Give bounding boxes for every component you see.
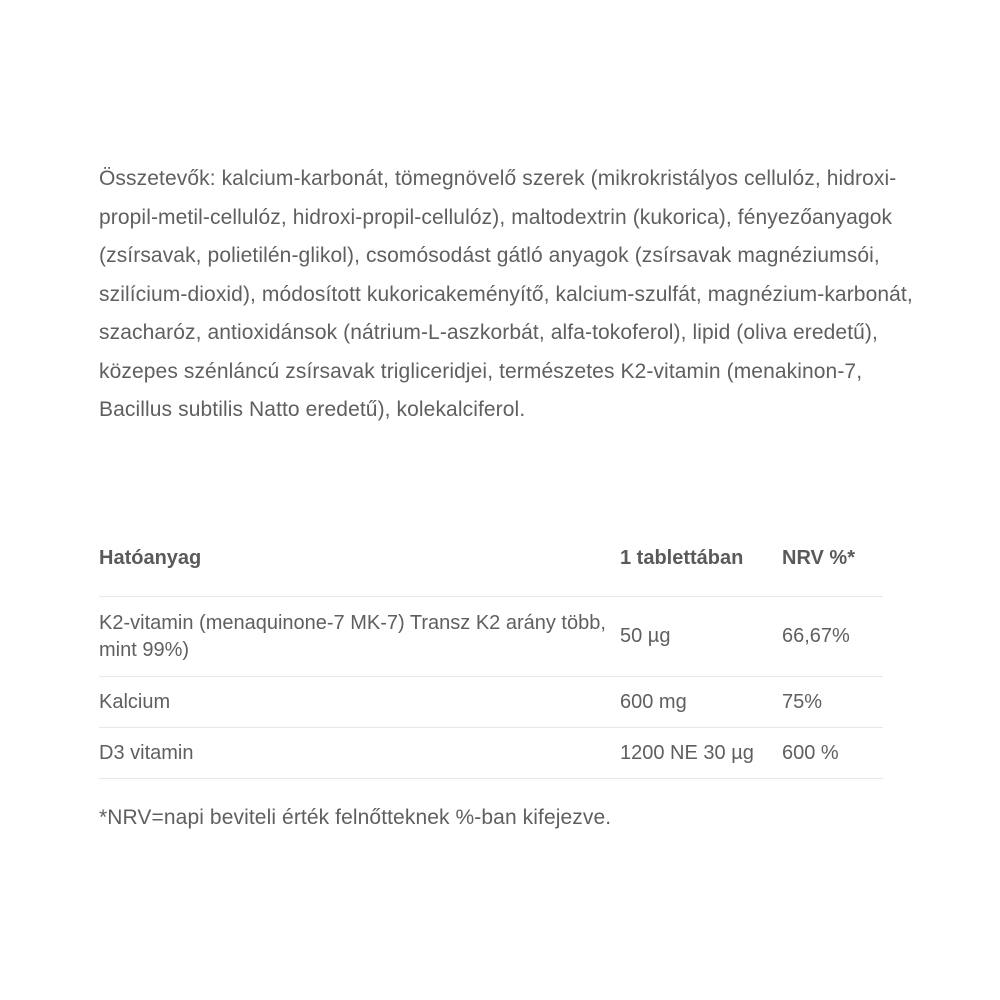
table-row — [99, 677, 883, 728]
cell-per-tablet: 1200 NE 30 µg — [620, 728, 782, 779]
cell-nrv: 600 % — [782, 728, 883, 779]
header-nrv: NRV %* — [782, 520, 883, 597]
header-per-tablet: 1 tablettában — [620, 520, 782, 597]
table-header-row — [99, 520, 883, 597]
cell-nrv: 75% — [782, 677, 883, 728]
table-row — [99, 728, 883, 779]
cell-per-tablet: 600 mg — [620, 677, 782, 728]
cell-nrv: 66,67% — [782, 597, 883, 677]
nutrition-table — [99, 520, 883, 779]
table-row — [99, 597, 883, 677]
header-substance: Hatóanyag — [99, 520, 620, 597]
cell-substance: Kalcium — [99, 677, 620, 728]
cell-per-tablet: 50 µg — [620, 597, 782, 677]
cell-substance: K2-vitamin (menaquinone-7 MK-7) Transz K2 arány több, mint 99%) — [99, 597, 620, 677]
ingredients-paragraph: Összetevők: kalcium-karbonát, tömegnövelő szerek (mikrokristályos cellulóz, hidroxi-propil-metil-cellulóz, hidroxi-propil-cellulóz), maltodextrin (kukorica), fényezőanyagok (zsírsavak, polietilén-glikol), csomósodást gátló anyagok (zsírsavak magnéziumsói, szilícium-dioxid), módosított kukoricakeményítő, kalcium-szulfát, magnézium-karbonát, szacharóz, antioxidánsok (nátrium-L-aszkorbát, alfa-tokoferol), lipid (oliva eredetű), közepes szénláncú zsírsavak trigliceridjei, természetes K2-vitamin (menakinon-7, Bacillus subtilis Natto eredetű), kolekalciferol. — [99, 167, 913, 421]
nrv-footnote: *NRV=napi beviteli érték felnőtteknek %-ban kifejezve. — [99, 806, 612, 829]
cell-substance: D3 vitamin — [99, 728, 620, 779]
